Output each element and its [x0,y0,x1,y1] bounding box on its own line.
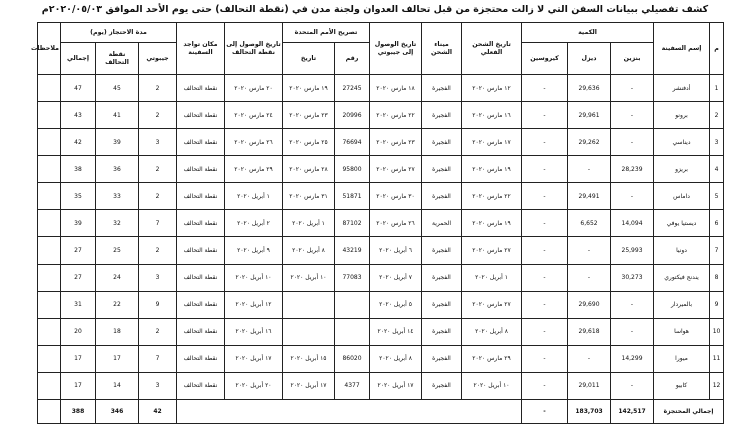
diesel-qty-cell: 29,262 [568,129,611,156]
ship-location-cell: نقطة التحالف [177,372,225,399]
petrol-qty-cell: - [611,318,654,345]
djibouti-arrival-cell: ٧ أبريل ٢٠٢٠ [370,264,422,291]
loading-port-cell: الفجيرة [422,237,462,264]
notes-cell [38,345,61,372]
kerosene-qty-cell: - [522,237,568,264]
coalition-arrival-cell: ٢٤ مارس ٢٠٢٠ [225,102,283,129]
notes-cell [38,183,61,210]
col-det-djibouti-header: جيبوتي [139,43,177,75]
petrol-qty-cell: - [611,75,654,102]
row-number-cell: 5 [710,183,724,210]
col-petrol-header: بنزين [611,43,654,75]
kerosene-qty-cell: - [522,318,568,345]
ship-name-cell: ميورا [654,345,710,372]
totals-label: إجمالي المحتجزة [654,400,724,424]
permit-number-cell: 76694 [335,129,370,156]
detention-coalition-cell: 22 [96,291,139,318]
row-number-cell: 1 [710,75,724,102]
col-port-header: ميناء الشحن [422,23,462,75]
detention-total-cell: 35 [61,183,96,210]
table-row [38,183,724,210]
coalition-arrival-cell: ٢٩ مارس ٢٠٢٠ [225,156,283,183]
petrol-qty-cell: 30,273 [611,264,654,291]
diesel-qty-cell: 29,618 [568,318,611,345]
permit-number-cell: 43219 [335,237,370,264]
detention-djibouti-cell: 3 [139,372,177,399]
load-date-cell: ٢٧ مارس ٢٠٢٠ [462,237,522,264]
detention-coalition-cell: 39 [96,129,139,156]
djibouti-arrival-cell: ٨ أبريل ٢٠٢٠ [370,345,422,372]
diesel-qty-cell: 29,961 [568,102,611,129]
permit-number-cell: 27245 [335,75,370,102]
coalition-arrival-cell: ٢٠ أبريل ٢٠٢٠ [225,372,283,399]
djibouti-arrival-cell: ١٨ مارس ٢٠٢٠ [370,75,422,102]
detention-total-cell: 27 [61,264,96,291]
kerosene-qty-cell: - [522,291,568,318]
ship-location-cell: نقطة التحالف [177,129,225,156]
row-number-cell: 9 [710,291,724,318]
diesel-qty-cell: 29,690 [568,291,611,318]
totals-diesel: 183,703 [568,400,611,424]
detention-djibouti-cell: 7 [139,210,177,237]
col-permit-date-header: تاريخ [283,43,335,75]
table-row [38,291,724,318]
petrol-qty-cell: - [611,102,654,129]
permit-number-cell: 51871 [335,183,370,210]
loading-port-cell: الفجيرة [422,291,462,318]
petrol-qty-cell: 14,094 [611,210,654,237]
col-notes-header: ملاحظات [38,23,61,75]
row-number-cell: 3 [710,129,724,156]
kerosene-qty-cell: - [522,345,568,372]
row-number-cell: 10 [710,318,724,345]
table-row [38,156,724,183]
permit-number-cell: 95800 [335,156,370,183]
table-row [38,210,724,237]
detention-coalition-cell: 17 [96,345,139,372]
djibouti-arrival-cell: ١٧ أبريل ٢٠٢٠ [370,372,422,399]
petrol-qty-cell: - [611,372,654,399]
djibouti-arrival-cell: ٣٠ مارس ٢٠٢٠ [370,183,422,210]
ship-name-cell: يندنج فيكتوري [654,264,710,291]
ship-location-cell: نقطة التحالف [177,156,225,183]
ship-name-cell: داماس [654,183,710,210]
notes-cell [38,102,61,129]
diesel-qty-cell: - [568,345,611,372]
detention-djibouti-cell: 3 [139,264,177,291]
coalition-arrival-cell: ١٧ أبريل ٢٠٢٠ [225,345,283,372]
detention-total-cell: 20 [61,318,96,345]
row-number-cell: 6 [710,210,724,237]
loading-port-cell: الفجيرة [422,75,462,102]
coalition-arrival-cell: ٩ أبريل ٢٠٢٠ [225,237,283,264]
detention-djibouti-cell: 2 [139,75,177,102]
detention-djibouti-cell: 2 [139,318,177,345]
load-date-cell: ٢٢ مارس ٢٠٢٠ [462,183,522,210]
document-title: كشف تفصيلي ببيانات السفن التي لا زالت محتجزة من قبل تحالف العدوان ولجنة مدن في (نقطة التحالف) حتى يوم الأحد الموافق ٢٠٢٠/٠٥/٠٣م [41,4,709,15]
permit-date-cell: ٣١ مارس ٢٠٢٠ [283,183,335,210]
permit-date-cell: ١ أبريل ٢٠٢٠ [283,210,335,237]
load-date-cell: ١٩ مارس ٢٠٢٠ [462,156,522,183]
load-date-cell: ٢٩ مارس ٢٠٢٠ [462,345,522,372]
table-row [38,237,724,264]
permit-date-cell: ١٥ أبريل ٢٠٢٠ [283,345,335,372]
notes-cell [38,318,61,345]
djibouti-arrival-cell: ٥ أبريل ٢٠٢٠ [370,291,422,318]
coalition-arrival-cell: ١٠ أبريل ٢٠٢٠ [225,264,283,291]
detention-total-cell: 47 [61,75,96,102]
petrol-qty-cell: - [611,291,654,318]
col-detention-header: مدة الاحتجاز (يوم) [61,23,177,43]
ship-location-cell: نقطة التحالف [177,183,225,210]
notes-cell [38,210,61,237]
ship-name-cell: دونيا [654,237,710,264]
detention-total-cell: 17 [61,345,96,372]
notes-cell [38,75,61,102]
detention-coalition-cell: 25 [96,237,139,264]
detention-djibouti-cell: 2 [139,102,177,129]
detention-total-cell: 38 [61,156,96,183]
table-row [38,318,724,345]
permit-number-cell: 86020 [335,345,370,372]
ships-table [30,22,724,424]
ship-name-cell: بالميردار [654,291,710,318]
detention-djibouti-cell: 9 [139,291,177,318]
petrol-qty-cell: 28,239 [611,156,654,183]
kerosene-qty-cell: - [522,75,568,102]
diesel-qty-cell: - [568,264,611,291]
detention-djibouti-cell: 7 [139,345,177,372]
ship-name-cell: كابيو [654,372,710,399]
loading-port-cell: الفجيرة [422,318,462,345]
kerosene-qty-cell: - [522,210,568,237]
totals-det-djibouti: 42 [139,400,177,424]
kerosene-qty-cell: - [522,129,568,156]
detention-coalition-cell: 41 [96,102,139,129]
permit-number-cell [335,318,370,345]
col-diesel-header: ديزل [568,43,611,75]
table-row [38,129,724,156]
notes-cell [38,129,61,156]
coalition-arrival-cell: ٢٦ مارس ٢٠٢٠ [225,129,283,156]
djibouti-arrival-cell: ٢٦ مارس ٢٠٢٠ [370,210,422,237]
col-ship-header: إسم السفينة [654,23,710,75]
djibouti-arrival-cell: ٢٣ مارس ٢٠٢٠ [370,129,422,156]
coalition-arrival-cell: ١٢ أبريل ٢٠٢٠ [225,291,283,318]
permit-number-cell: 4377 [335,372,370,399]
permit-date-cell: ١٩ مارس ٢٠٢٠ [283,75,335,102]
kerosene-qty-cell: - [522,264,568,291]
detention-coalition-cell: 33 [96,183,139,210]
djibouti-arrival-cell: ١٤ أبريل ٢٠٢٠ [370,318,422,345]
col-location-header: مكان تواجد السفينة [177,23,225,75]
detention-total-cell: 27 [61,237,96,264]
ship-location-cell: نقطة التحالف [177,318,225,345]
diesel-qty-cell: 29,491 [568,183,611,210]
detention-coalition-cell: 14 [96,372,139,399]
loading-port-cell: الفجيرة [422,183,462,210]
loading-port-cell: الفجيرة [422,156,462,183]
permit-date-cell: ١٧ أبريل ٢٠٢٠ [283,372,335,399]
permit-number-cell: 87102 [335,210,370,237]
kerosene-qty-cell: - [522,156,568,183]
row-number-cell: 4 [710,156,724,183]
ship-name-cell: ديناسي [654,129,710,156]
totals-kerosene: - [522,400,568,424]
permit-date-cell: ٢٣ مارس ٢٠٢٠ [283,102,335,129]
ship-name-cell: ديستيا يوفي [654,210,710,237]
table-body [38,75,724,400]
coalition-arrival-cell: ٢ أبريل ٢٠٢٠ [225,210,283,237]
detention-djibouti-cell: 2 [139,237,177,264]
ship-location-cell: نقطة التحالف [177,75,225,102]
permit-number-cell [335,291,370,318]
detention-total-cell: 43 [61,102,96,129]
totals-spacer [177,400,522,424]
permit-date-cell: ٨ أبريل ٢٠٢٠ [283,237,335,264]
col-permit-no-header: رقم [335,43,370,75]
detention-djibouti-cell: 2 [139,183,177,210]
load-date-cell: ١٠ أبريل ٢٠٢٠ [462,372,522,399]
ship-location-cell: نقطة التحالف [177,291,225,318]
petrol-qty-cell: - [611,129,654,156]
loading-port-cell: الفجيرة [422,102,462,129]
col-qty-header: الكمية [522,23,654,43]
totals-det-total: 388 [61,400,96,424]
col-m-header: م [710,23,724,75]
permit-date-cell [283,318,335,345]
petrol-qty-cell: 25,993 [611,237,654,264]
djibouti-arrival-cell: ٦ أبريل ٢٠٢٠ [370,237,422,264]
detention-total-cell: 31 [61,291,96,318]
ship-name-cell: أدفنشر [654,75,710,102]
diesel-qty-cell: 29,011 [568,372,611,399]
petrol-qty-cell: 14,299 [611,345,654,372]
row-number-cell: 12 [710,372,724,399]
loading-port-cell: الفجيرة [422,372,462,399]
permit-date-cell: ٢٨ مارس ٢٠٢٠ [283,156,335,183]
ship-location-cell: نقطة التحالف [177,264,225,291]
ship-location-cell: نقطة التحالف [177,102,225,129]
ship-name-cell: هواسا [654,318,710,345]
permit-date-cell: ١٠ أبريل ٢٠٢٠ [283,264,335,291]
table-row [38,264,724,291]
load-date-cell: ٢٧ مارس ٢٠٢٠ [462,291,522,318]
djibouti-arrival-cell: ٢٧ مارس ٢٠٢٠ [370,156,422,183]
notes-cell [38,372,61,399]
detention-coalition-cell: 45 [96,75,139,102]
table-row [38,345,724,372]
totals-petrol: 142,517 [611,400,654,424]
col-det-coalition-header: نقطة التحالف [96,43,139,75]
row-number-cell: 2 [710,102,724,129]
col-djibouti-arrival-header: تاريخ الوصول إلى جيبوتي [370,23,422,75]
permit-number-cell: 20996 [335,102,370,129]
load-date-cell: ١ أبريل ٢٠٢٠ [462,264,522,291]
totals-det-coalition: 346 [96,400,139,424]
col-un-permit-header: تصريح الأمم المتحدة [283,23,370,43]
load-date-cell: ١٧ مارس ٢٠٢٠ [462,129,522,156]
detention-total-cell: 39 [61,210,96,237]
coalition-arrival-cell: ٢٠ مارس ٢٠٢٠ [225,75,283,102]
detention-coalition-cell: 36 [96,156,139,183]
row-number-cell: 7 [710,237,724,264]
load-date-cell: ١٩ مارس ٢٠٢٠ [462,210,522,237]
ship-location-cell: نقطة التحالف [177,345,225,372]
detention-djibouti-cell: 2 [139,156,177,183]
notes-cell [38,291,61,318]
detention-coalition-cell: 18 [96,318,139,345]
ship-location-cell: نقطة التحالف [177,210,225,237]
loading-port-cell: الفجيرة [422,345,462,372]
permit-date-cell: ٢٥ مارس ٢٠٢٠ [283,129,335,156]
kerosene-qty-cell: - [522,372,568,399]
kerosene-qty-cell: - [522,102,568,129]
diesel-qty-cell: 6,652 [568,210,611,237]
load-date-cell: ١٢ مارس ٢٠٢٠ [462,75,522,102]
loading-port-cell: الحمرية [422,210,462,237]
ship-location-cell: نقطة التحالف [177,237,225,264]
row-number-cell: 11 [710,345,724,372]
detention-total-cell: 42 [61,129,96,156]
loading-port-cell: الفجيرة [422,129,462,156]
load-date-cell: ١٦ مارس ٢٠٢٠ [462,102,522,129]
ship-name-cell: بريزو [654,156,710,183]
totals-notes [38,400,61,424]
table-row [38,75,724,102]
table-row [38,372,724,399]
detention-coalition-cell: 32 [96,210,139,237]
kerosene-qty-cell: - [522,183,568,210]
ship-name-cell: برونو [654,102,710,129]
notes-cell [38,156,61,183]
load-date-cell: ٨ أبريل ٢٠٢٠ [462,318,522,345]
row-number-cell: 8 [710,264,724,291]
coalition-arrival-cell: ١ أبريل ٢٠٢٠ [225,183,283,210]
diesel-qty-cell: - [568,237,611,264]
col-coalition-arrival-header: تاريخ الوصول إلى نقطة التحالف [225,23,283,75]
permit-date-cell [283,291,335,318]
notes-cell [38,237,61,264]
table-row [38,102,724,129]
detention-coalition-cell: 24 [96,264,139,291]
notes-cell [38,264,61,291]
diesel-qty-cell: - [568,156,611,183]
detention-total-cell: 17 [61,372,96,399]
petrol-qty-cell: - [611,183,654,210]
detention-djibouti-cell: 3 [139,129,177,156]
loading-port-cell: الفجيرة [422,264,462,291]
col-kerosene-header: كيروسين [522,43,568,75]
col-det-total-header: إجمالي [61,43,96,75]
djibouti-arrival-cell: ٢٢ مارس ٢٠٢٠ [370,102,422,129]
permit-number-cell: 77083 [335,264,370,291]
col-load-date-header: تاريخ الشحن الفعلي [462,23,522,75]
diesel-qty-cell: 29,636 [568,75,611,102]
coalition-arrival-cell: ١٦ أبريل ٢٠٢٠ [225,318,283,345]
totals-row [38,400,724,424]
